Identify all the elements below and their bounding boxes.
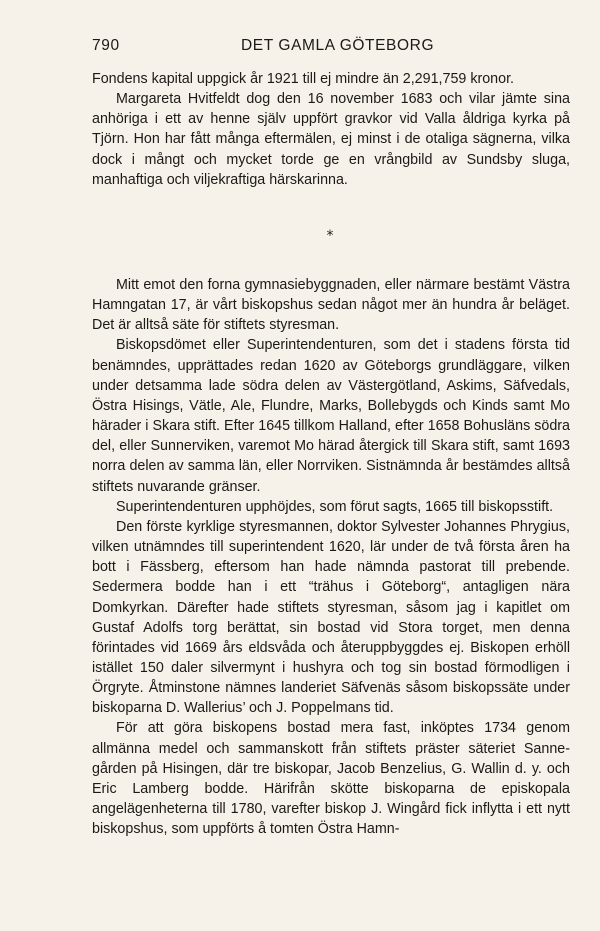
- text-section-1: [92, 69, 570, 190]
- paragraph-diocese-history: Biskopsdömet eller Superintendenturen, som det i stadens första tid benämndes, upprättades redan 1620 av Göteborgs grundläggare, vilken under detsamma lade södra delen av Västergötland, Askims, Säfvedals, Östra Hisings, Vätle, Ale, Flundre, Marks, Bollebygds och Kinds samt Mo härader i Skara stift. Efter 1645 tillkom Halland, efter 1658 Bohusläns södra del, eller Sunnerviken, varemot Mo härad återgick till Skara stift, samt 1693 norra delen av samma län, eller Norrviken. Sistnämnda år bestämdes alltså stiftets nuvarande gränser.: [92, 337, 570, 495]
- section-separator-asterisk: *: [326, 228, 334, 244]
- page-number: 790: [92, 37, 120, 54]
- paragraph-bishops-house: Mitt emot den forna gymnasiebyggnaden, eller närmare bestämt Västra Hamngatan 17, är vårt biskopshus sedan något mer än hundra år beläget. Det är alltså säte för stiftets styresman.: [92, 277, 570, 334]
- running-title: DET GAMLA GÖTEBORG: [241, 37, 435, 54]
- text-section-2: [92, 275, 570, 839]
- paragraph-fund-capital: Fondens kapital uppgick år 1921 till ej mindre än 2,291,759 kronor.: [92, 71, 515, 87]
- paragraph-sannegarden: För att göra biskopens bostad mera fast, inköptes 1734 genom allmänna medel och sammanskott från stiftets präster säteriet Sannegården på Hisingen, där tre biskopar, Jacob Benzelius, G. Wallin d. y. och Eric Lamberg bodde. Härifrån skötte biskoparna de episkopala angelägenheterna till 1780, varefter biskop J. Wingård fick inflytta i ett nytt biskopshus, som uppförts å tomten Östra Hamn-: [92, 720, 570, 838]
- paragraph-first-superintendent: Den förste kyrklige styresmannen, doktor Sylvester Johannes Phrygius, vilken utnämndes till superintendent 1620, lär under de två första åren ha bott i Fässberg, eftersom han hade nämnda pastorat till prebende. Sedermera bodde han i ett “trähus i Göteborg“, antagligen nära Domkyrkan. Därefter hade stiftets styresman, såsom jag i kapitlet om Gustaf Adolfs torg berättat, sin bostad vid Stora torget, men denna förintades vid 1669 års eldsvåda och återuppbyggdes ej. Biskopen erhöll istället 150 daler silvermynt i hushyra och tog sin bostad förmodligen i Örgryte. Åtminstone nämnes landeriet Säfvenäs såsom biskopssäte under biskoparna D. Wallerius’ och J. Poppelmans tid.: [92, 518, 570, 717]
- paragraph-margareta-hvitfeldt: Margareta Hvitfeldt dog den 16 november 1683 och vilar jämte sina anhöriga i ett av henne själv uppfört gravkor vid Valla åldriga kyrka på Tjörn. Hon har fått många eftermälen, ej minst i de otaliga sägnerna, vilka dock i mångt och mycket torde ge en vrångbild av Sundsby sluga, manhaftiga och viljekraftiga härskarinna.: [92, 91, 570, 188]
- paragraph-superintendency-raised: Superintendenturen upphöjdes, som förut sagts, 1665 till biskopsstift.: [116, 498, 554, 515]
